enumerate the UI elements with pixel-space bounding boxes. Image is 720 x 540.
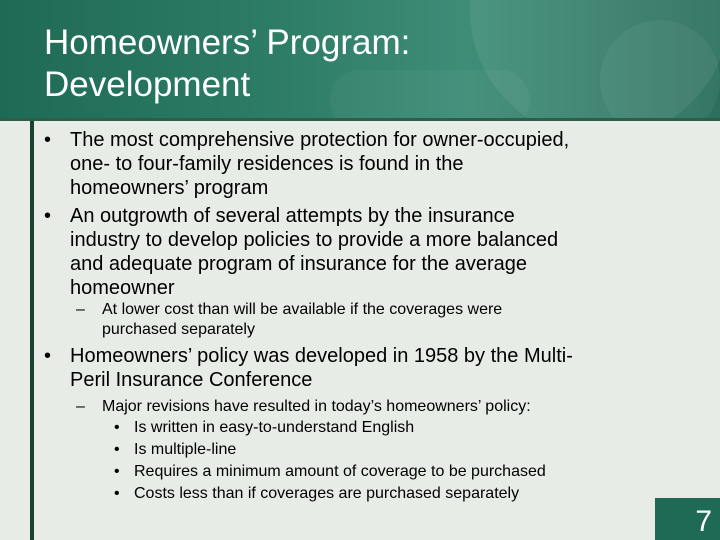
dash-icon: – [76,398,85,415]
bullet-item [44,344,573,392]
page-number: 7 [695,505,712,538]
bullet-icon: • [44,205,52,227]
bullet-line: and adequate program of insurance for the average [70,253,527,275]
bullet-line: The most comprehensive protection for owner-occupied, [70,129,570,151]
list-item [114,439,546,461]
bullet-item [44,204,559,300]
bullet-line: Homeowners’ policy was developed in 1958 by the Multi- [70,345,573,367]
title-line-1: Homeowners’ Program: [44,23,411,62]
bullet-line: An outgrowth of several attempts by the insurance [70,205,515,227]
list-item-text: Is written in easy-to-understand English [134,419,415,436]
list-item-text: Costs less than if coverages are purchased separately [134,485,520,502]
page-number-box [655,498,720,540]
bullet-line: Peril Insurance Conference [70,369,313,391]
bullet-icon: • [114,441,120,458]
list-item [114,417,546,439]
third-level-list [114,417,546,505]
sub-bullet-item [76,397,531,417]
sub-bullet-item [76,300,503,340]
bullet-line: industry to develop policies to provide a more balanced [70,229,559,251]
title-line-2: Development [44,65,251,104]
sub-bullet-line: purchased separately [102,321,255,338]
dash-icon: – [76,301,85,318]
sub-bullet-line: At lower cost than will be available if the coverages were [102,301,503,318]
list-item-text: Is multiple-line [134,441,237,458]
list-item [114,483,546,505]
bullet-icon: • [44,129,52,151]
bullet-line: one- to four-family residences is found in the [70,153,464,175]
bullet-item [44,128,570,200]
bullet-icon: • [44,345,52,367]
sub-bullet-line: Major revisions have resulted in today’s homeowners’ policy: [102,398,531,415]
bullet-line: homeowner [70,277,175,299]
bullet-icon: • [114,485,120,502]
bullet-icon: • [114,419,120,436]
bullet-icon: • [114,463,120,480]
list-item [114,461,546,483]
bullet-line: homeowners’ program [70,177,269,199]
list-item-text: Requires a minimum amount of coverage to be purchased [134,463,546,480]
